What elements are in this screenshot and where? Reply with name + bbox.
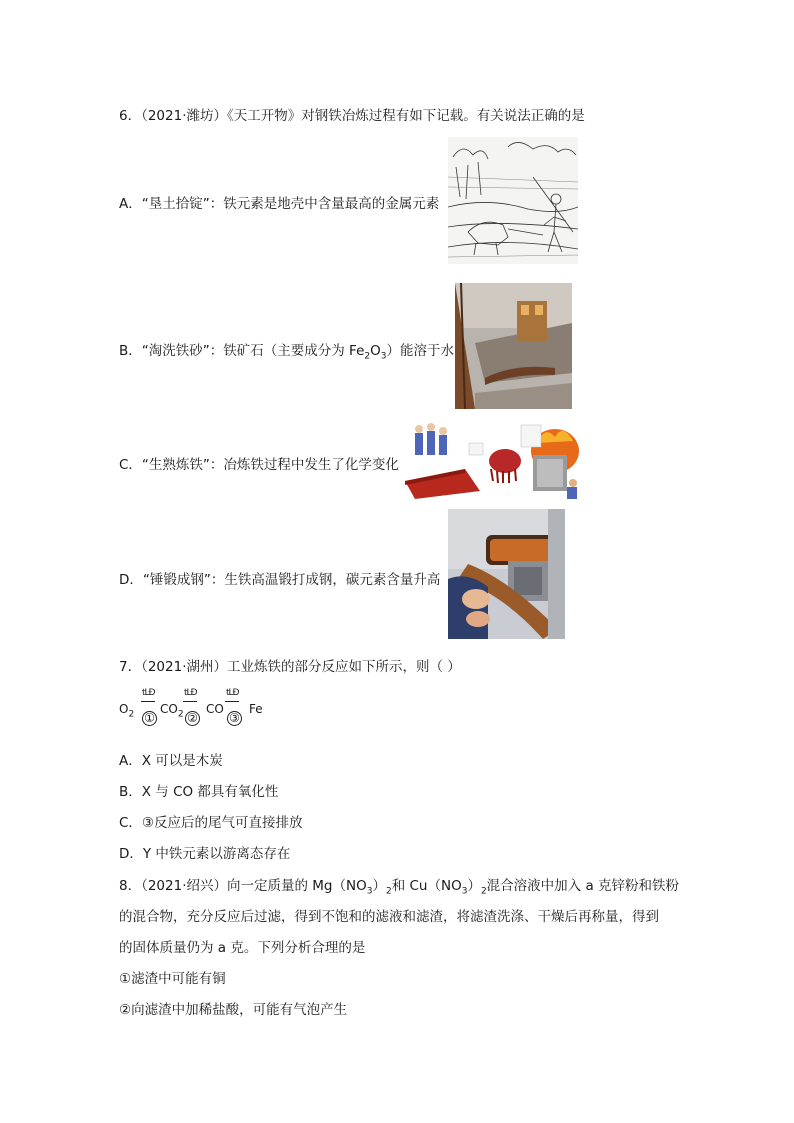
formula-co2-sub: 2 [177, 709, 184, 720]
ore-washing-photo [455, 283, 572, 409]
q8-stem-sub2: 2 [385, 886, 392, 897]
reaction-2-label: tLĐ [184, 688, 197, 698]
formula-co2 [160, 702, 184, 719]
q6-stem: 6．（2021·潍坊）《天工开物》对钢铁冶炼过程有如下记载。有关说法正确的是 [119, 108, 585, 124]
q6-option-b-sub1: 2 [364, 351, 371, 362]
q6-option-c[interactable]: C．“生熟炼铁”：冶炼铁过程中发生了化学变化 [119, 457, 399, 473]
formula-co: CO [206, 702, 224, 716]
reaction-3-circle: ③ [227, 711, 242, 726]
q8-stem-1c: 和 Cu（NO [391, 878, 462, 894]
reaction-1-circle: ① [142, 711, 157, 726]
q6-option-b-post: ）能溶于水 [386, 343, 454, 359]
q6-option-b[interactable] [119, 339, 454, 362]
q8-stem-1b: ） [372, 878, 386, 894]
q8-stem-1d: ） [467, 878, 481, 894]
reaction-2-circle: ② [185, 711, 200, 726]
reaction-1-arrow-line [141, 701, 155, 702]
reaction-chain [118, 688, 278, 728]
q8-stem-line-3: 的固体质量仍为 a 克。下列分析合理的是 [119, 940, 366, 956]
q6-option-b-mid: O [370, 343, 381, 359]
q8-stem-sub1: 3 [366, 886, 373, 897]
formula-o2-sub: 2 [128, 709, 135, 720]
q7-option-c[interactable]: C．③反应后的尾气可直接排放 [119, 815, 303, 831]
q7-option-b[interactable]: B．X 与 CO 都具有氧化性 [119, 784, 279, 800]
q7-option-a[interactable]: A．X 可以是木炭 [119, 753, 223, 769]
reaction-1-label: tLĐ [142, 688, 155, 698]
reaction-3-arrow-line [225, 701, 239, 702]
q6-option-b-pre: B．“淘洗铁砂”：铁矿石（主要成分为 Fe [119, 343, 365, 359]
q8-stem-sub4: 2 [480, 886, 487, 897]
formula-co2-text: CO [160, 702, 178, 716]
q6-option-d[interactable]: D．“锤锻成钢”：生铁高温锻打成钢，碳元素含量升高 [119, 572, 441, 588]
q7-stem: 7．（2021·湖州）工业炼铁的部分反应如下所示，则（ ） [119, 659, 461, 675]
plowing-woodcut-image [448, 137, 578, 264]
q6-option-a[interactable]: A．“垦土拾锭”：铁元素是地壳中含量最高的金属元素 [119, 196, 440, 212]
q8-item-2: ②向滤渣中加稀盐酸，可能有气泡产生 [119, 1002, 348, 1018]
q8-item-1: ①滤渣中可能有铜 [119, 971, 226, 987]
formula-o2-text: O [119, 702, 129, 716]
q8-stem-line-2: 的混合物，充分反应后过滤，得到不饱和的滤液和滤渣，将滤渣洗涤、干燥后再称量，得到 [119, 909, 659, 925]
formula-o2 [119, 702, 134, 719]
formula-fe: Fe [249, 702, 263, 716]
q8-stem-sub3: 3 [461, 886, 468, 897]
reaction-2-arrow-line [183, 701, 197, 702]
q8-stem-1e: 混合溶液中加入 a 克锌粉和铁粉 [486, 878, 680, 894]
steel-forging-photo [448, 509, 565, 639]
q8-stem-1a: 8．（2021·绍兴）向一定质量的 Mg（NO [119, 878, 367, 894]
iron-smelting-illustration [405, 421, 580, 499]
reaction-3-label: tLĐ [226, 688, 239, 698]
q8-stem-line-1 [119, 874, 679, 897]
q6-option-b-sub2: 3 [380, 351, 387, 362]
q7-option-d[interactable]: D．Y 中铁元素以游离态存在 [119, 846, 291, 862]
